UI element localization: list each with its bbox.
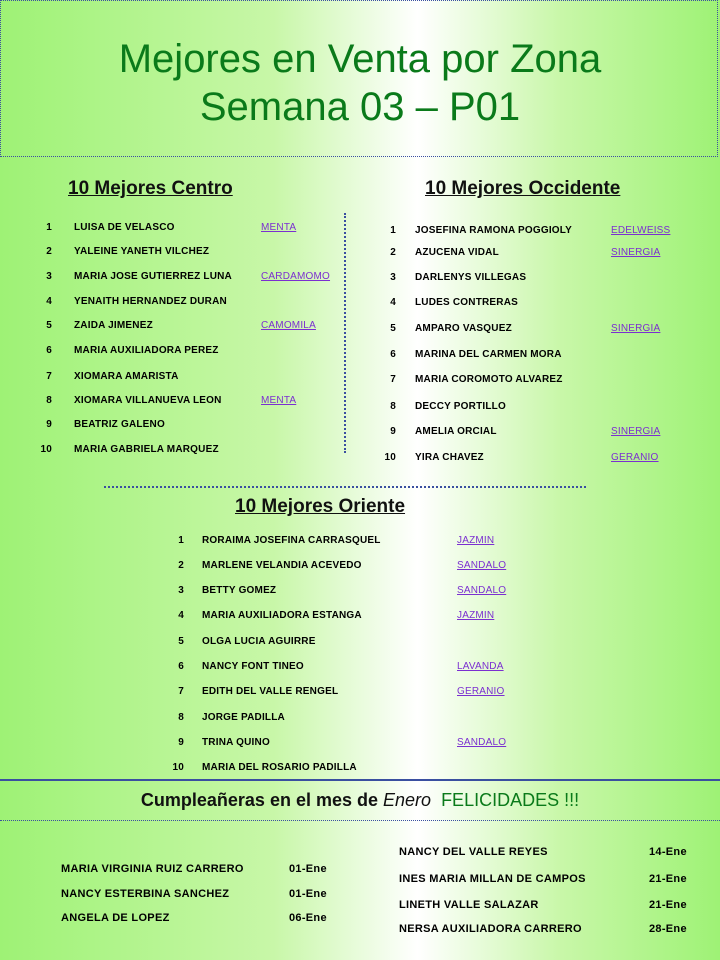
birthday-date: 14-Ene: [649, 846, 687, 858]
birthday-date: 21-Ene: [649, 873, 687, 885]
seller-name: JOSEFINA RAMONA POGGIOLY: [415, 225, 573, 236]
oriente-title: 10 Mejores Oriente: [235, 496, 406, 517]
birthday-date: 21-Ene: [649, 899, 687, 911]
seller-name: AMPARO VASQUEZ: [415, 323, 512, 334]
rank-number: 10: [40, 444, 52, 455]
birthday-heading: [0, 790, 720, 811]
page-subtitle: Semana 03 – P01: [199, 85, 521, 129]
product-link[interactable]: SINERGIA: [611, 426, 661, 437]
seller-name: DARLENYS VILLEGAS: [415, 272, 527, 283]
seller-name: MARIA JOSE GUTIERREZ LUNA: [74, 271, 232, 282]
rank-number: 5: [390, 323, 396, 334]
birthday-heading-prefix: Cumpleañeras en el mes de: [140, 790, 383, 810]
felicidades-text: FELICIDADES !!!: [441, 790, 580, 810]
birthday-name: ANGELA DE LOPEZ: [61, 912, 170, 924]
rank-number: 9: [46, 419, 52, 430]
seller-name: MARLENE VELANDIA ACEVEDO: [202, 560, 362, 571]
seller-name: YALEINE YANETH VILCHEZ: [74, 246, 210, 257]
divider-dotted: [0, 820, 720, 821]
seller-name: MARIA GABRIELA MARQUEZ: [74, 444, 219, 455]
product-link[interactable]: JAZMIN: [457, 610, 495, 621]
rank-number: 3: [178, 585, 184, 596]
rank-number: 9: [178, 737, 184, 748]
seller-name: RORAIMA JOSEFINA CARRASQUEL: [202, 535, 381, 546]
seller-name: MARIA COROMOTO ALVAREZ: [415, 374, 563, 385]
seller-name: XIOMARA AMARISTA: [74, 371, 179, 382]
seller-name: MARIA AUXILIADORA ESTANGA: [202, 610, 362, 621]
rank-number: 6: [178, 661, 184, 672]
rank-number: 10: [384, 452, 396, 463]
rank-number: 10: [172, 762, 184, 773]
product-link[interactable]: JAZMIN: [457, 535, 495, 546]
product-link[interactable]: SANDALO: [457, 585, 507, 596]
product-link[interactable]: SANDALO: [457, 737, 507, 748]
rank-number: 7: [178, 686, 184, 697]
product-link[interactable]: SINERGIA: [611, 247, 661, 258]
rank-number: 3: [46, 271, 52, 282]
seller-name: YENAITH HERNANDEZ DURAN: [74, 296, 227, 307]
seller-name: DECCY PORTILLO: [415, 401, 506, 412]
birthday-name: NANCY DEL VALLE REYES: [399, 846, 548, 858]
rank-number: 3: [390, 272, 396, 283]
centro-title: 10 Mejores Centro: [68, 178, 233, 199]
seller-name: BETTY GOMEZ: [202, 585, 277, 596]
birthday-date: 01-Ene: [289, 888, 327, 900]
birthday-month: Enero: [383, 790, 432, 810]
rank-number: 8: [178, 712, 184, 723]
rank-number: 1: [46, 222, 52, 233]
rank-number: 2: [46, 246, 52, 257]
page-title: Mejores en Venta por Zona: [118, 37, 602, 81]
seller-name: LUDES CONTRERAS: [415, 297, 519, 308]
rank-number: 7: [46, 371, 52, 382]
rank-number: 9: [390, 426, 396, 437]
rank-number: 8: [46, 395, 52, 406]
seller-name: XIOMARA VILLANUEVA LEON: [74, 395, 222, 406]
divider-top: [0, 779, 720, 781]
seller-name: MARIA DEL ROSARIO PADILLA: [202, 762, 357, 773]
seller-name: OLGA LUCIA AGUIRRE: [202, 636, 316, 647]
rank-number: 2: [178, 560, 184, 571]
seller-name: TRINA QUINO: [202, 737, 270, 748]
section-divider: [104, 486, 586, 488]
rank-number: 8: [390, 401, 396, 412]
seller-name: MARIA AUXILIADORA PEREZ: [74, 345, 219, 356]
seller-name: LUISA DE VELASCO: [74, 222, 175, 233]
seller-name: NANCY FONT TINEO: [202, 661, 304, 672]
product-link[interactable]: SANDALO: [457, 560, 507, 571]
product-link[interactable]: CAMOMILA: [261, 320, 316, 331]
product-link[interactable]: MENTA: [261, 222, 297, 233]
occidente-title: 10 Mejores Occidente: [425, 178, 621, 199]
product-link[interactable]: LAVANDA: [457, 661, 504, 672]
birthday-date: 06-Ene: [289, 912, 327, 924]
product-link[interactable]: EDELWEISS: [611, 225, 671, 236]
seller-name: ZAIDA JIMENEZ: [74, 320, 153, 331]
rank-number: 2: [390, 247, 396, 258]
product-link[interactable]: SINERGIA: [611, 323, 661, 334]
rank-number: 4: [390, 297, 396, 308]
seller-name: MARINA DEL CARMEN MORA: [415, 349, 562, 360]
birthday-date: 01-Ene: [289, 863, 327, 875]
rank-number: 1: [178, 535, 184, 546]
rank-number: 6: [46, 345, 52, 356]
rank-number: 4: [46, 296, 52, 307]
rank-number: 5: [178, 636, 184, 647]
birthday-name: MARIA VIRGINIA RUIZ CARRERO: [61, 863, 244, 875]
rank-number: 1: [390, 225, 396, 236]
column-divider: [344, 213, 346, 453]
rank-number: 7: [390, 374, 396, 385]
rank-number: 5: [46, 320, 52, 331]
seller-name: AZUCENA VIDAL: [415, 247, 499, 258]
birthday-name: NERSA AUXILIADORA CARRERO: [399, 923, 582, 935]
product-link[interactable]: GERANIO: [457, 686, 505, 697]
rank-number: 4: [178, 610, 184, 621]
seller-name: EDITH DEL VALLE RENGEL: [202, 686, 339, 697]
rank-number: 6: [390, 349, 396, 360]
seller-name: AMELIA ORCIAL: [415, 426, 497, 437]
product-link[interactable]: GERANIO: [611, 452, 659, 463]
seller-name: YIRA CHAVEZ: [415, 452, 484, 463]
seller-name: BEATRIZ GALENO: [74, 419, 165, 430]
product-link[interactable]: CARDAMOMO: [261, 271, 331, 282]
product-link[interactable]: MENTA: [261, 395, 297, 406]
birthday-name: INES MARIA MILLAN DE CAMPOS: [399, 873, 586, 885]
birthday-name: NANCY ESTERBINA SANCHEZ: [61, 888, 230, 900]
birthday-date: 28-Ene: [649, 923, 687, 935]
seller-name: JORGE PADILLA: [202, 712, 285, 723]
birthday-name: LINETH VALLE SALAZAR: [399, 899, 539, 911]
